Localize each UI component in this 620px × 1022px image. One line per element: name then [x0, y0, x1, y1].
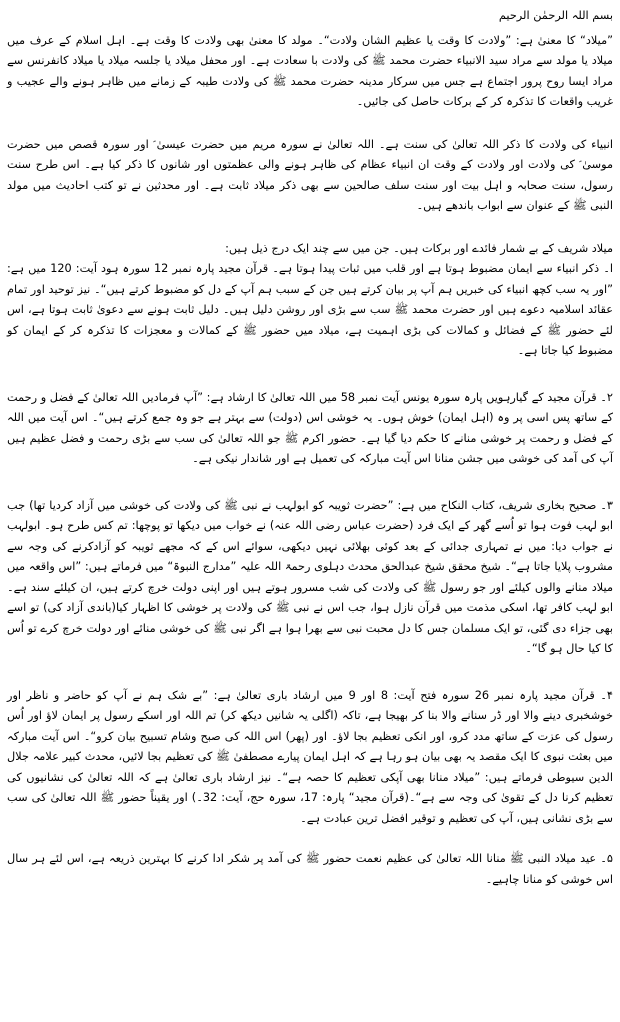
- benefit-point-1: ا۔ ذکر انبیاء سے ایمان مضبوط ہوتا ہے اور قلب میں ثبات پیدا ہوتا ہے۔ قرآن مجید پارہ نمبر 12 سورہ ہود آیت: 120 میں ہے: ”اور یہ سب کچھ انبیاء کی خبریں ہم آپ پر بیان کرتے ہیں جن کے سبب ہم آپ کے دل کو مضبوط کرتے ہیں“۔ نیز توحید اور تمام عقائد اسلامیہ دعوے ہیں اور حضرت محمد ﷺ سب سے بڑی اور روشن دلیل ہیں۔ دلیل ثابت ہونے سے دعویٰ ثابت ہوتا ہے، اس لئے حضور ﷺ کے فضائل و کمالات کی بڑی اہمیت ہے، میلاد میں حضور ﷺ کے کمالات و معجزات کا تذکرہ کر کے ایمان کو مضبوط کیا جاتا ہے۔: [7, 262, 613, 357]
- benefit-point-2: ۲۔ قرآن مجید کے گیارہویں پارہ سورہ یونس آیت نمبر 58 میں اللہ تعالیٰ کا ارشاد ہے: ”آپ فرمادیں اللہ تعالیٰ کے فضل و رحمت کے ساتھ پس اسی پر وہ (اہل ایمان) خوش ہوں۔ یہ خوشی اس (دولت) سے بہتر ہے جو وہ جمع کرتے ہیں“۔ اس آیت میں اللہ کے فضل و رحمت پر خوشی منانے کا حکم دیا گیا ہے۔ حضور اکرم ﷺ جو اللہ تعالیٰ کی سب سے بڑی رحمت و فضل عظیم ہیں آپ کی آمد کی خوشی میں جشن منانا اس آیت مبارکہ کی تعمیل ہے اور شاندار نیکی ہے۔: [7, 390, 613, 465]
- benefit-point-5: ۵۔ عید میلاد النبی ﷺ منانا اللہ تعالیٰ کی عظیم نعمت حضور ﷺ کی آمد پر شکر ادا کرنے کا بہترین ذریعہ ہے، اس لئے ہر سال اس خوشی کو منانا چاہیے۔: [7, 852, 613, 886]
- bismillah-heading: بسم اللہ الرحمٰن الرحیم: [498, 9, 613, 22]
- paragraph-benefits-intro: میلاد شریف کے بے شمار فائدے اور برکات ہیں۔ جن میں سے چند ایک درج ذیل ہیں:: [225, 241, 613, 255]
- paragraph-prophets-birth: انبیاء کی ولادت کا ذکر اللہ تعالیٰ کی سنت ہے۔ اللہ تعالیٰ نے سورہ مریم میں حضرت عیسیٰ ؑ اور سورہ قصص میں حضرت موسیٰ ؑ کی ولادت اور ولادت کے وقت ان انبیاء عظام کی ظاہر ہونے والی عظمتوں اور شانوں کا ذکر کیا ہے۔ اس طرح سنت رسول، سنت صحابہ و اہل بیت اور سنت سلف صالحین سے بھی ذکر میلاد ثابت ہے۔ اور محدثین نے تو کتب احادیث میں مولد النبی ﷺ کے عنوان سے ابواب باندھے ہیں۔: [7, 137, 613, 212]
- benefit-point-3: ۳۔ صحیح بخاری شریف، کتاب النکاح میں ہے: ”حضرت ثویبہ کو ابولہب نے نبی ﷺ کی ولادت کی خوشی میں آزاد کردیا تھا) جب ابو لہب فوت ہوا تو اُسے گھر کے ایک فرد (حضرت عباس رضی اللہ عنہ) نے خواب میں دیکھا تو پوچھا: تم کس طرح ہو۔ ابولہب نے جواب دیا: میں نے تمہاری جدائی کے بعد کوئی بھلائی نہیں دیکھی، سوائے اس کے کہ مجھے ثویبہ کو آزادکرنے کی وجہ سے مشروب پلایا جاتا ہے“۔ شیخ محقق شیخ عبدالحق محدث دہلوی رحمۃ اللہ علیہ ”مدارج النبوۃ“ میں فرماتے ہیں: ”اس واقعہ میں میلاد منانے والوں کیلئے اور جو رسول ﷺ کی ولادت کی شب مسرور ہوتے ہیں اور اپنی دولت خرچ کرتے ہیں، ان کیلئے سند ہے۔ ابو لہب کافر تھا، اسکی مذمت میں قرآن نازل ہوا، جب اس نے نبی ﷺ کی ولادت پر خوشی کا اظہار کیا(باندی آزاد کی) تو اسے بھی جزاء دی گئی، تو ایک مسلمان جس کا دل محبت نبی سے بھرا ہوا ہے اگر نبی ﷺ کی خوشی منائے اور دولت خرچ کرے تو اُس کا کیا حال ہو گا“۔: [7, 498, 613, 655]
- benefit-point-4: ۴۔ قرآن مجید پارہ نمبر 26 سورہ فتح آیت: 8 اور 9 میں ارشاد باری تعالیٰ ہے: ”بے شک ہم نے آپ کو حاضر و ناظر اور خوشخبری دینے والا اور ڈر سنانے والا بنا کر بھیجا ہے، تاکہ (اگلی یہ شانیں دیکھ کر) تم اللہ اور اسکے رسول پر ایمان لاؤ اور اُس رسول کی عزت کے ساتھ مدد کرو، اور انکی تعظیم بجا لاؤ۔ اور (پھر) اس اللہ کی صبح وشام تسبیح بیان کرو“۔ اس آیت مبارکہ میں بعثت نبوی کا ایک مقصد یہ بھی بیان ہو رہا ہے کہ اہل ایمان پیارے مصطفیٰ ﷺ کی تعظیم بجا لائیں، محدث کبیر علامہ جلال الدین سیوطی فرماتے ہیں: ”میلاد منانا بھی آپکی تعظیم کا حصہ ہے“۔ نیز ارشاد باری تعالیٰ ہے کہ اللہ تعالیٰ کی نشانیوں کی تعظیم کرنا دل کے تقویٰ کی وجہ سے ہے“۔(قرآن مجید“ پارہ: 17، سورہ حج، آیت: 32۔) اور یقیناً حضور ﷺ اللہ تعالیٰ کی سب سے بڑی نشانی ہیں، آپ کی تعظیم و توقیر افضل ترین عبادت ہے۔: [7, 688, 613, 825]
- paragraph-milad-meaning: ”میلاد“ کا معنیٰ ہے: ”ولادت کا وقت یا عظیم الشان ولادت“۔ مولد کا معنیٰ بھی ولادت کا وقت ہے۔ اہل اسلام کے عرف میں میلاد یا مولد سے مراد سید الانبیاء حضرت محمد ﷺ کی ولادت با سعادت ہے۔ اور محفل میلاد یا جلسہ میلاد یا میلاد کانفرنس سے مراد ایسا روح پرور اجتماع ہے جس میں سرکار مدینہ حضرت محمد ﷺ کی ولادت طیبہ کے زمانے میں ظاہر ہونے والے عجیب و غریب واقعات کا تذکرہ کر کے برکات حاصل کی جائیں۔: [7, 33, 613, 108]
